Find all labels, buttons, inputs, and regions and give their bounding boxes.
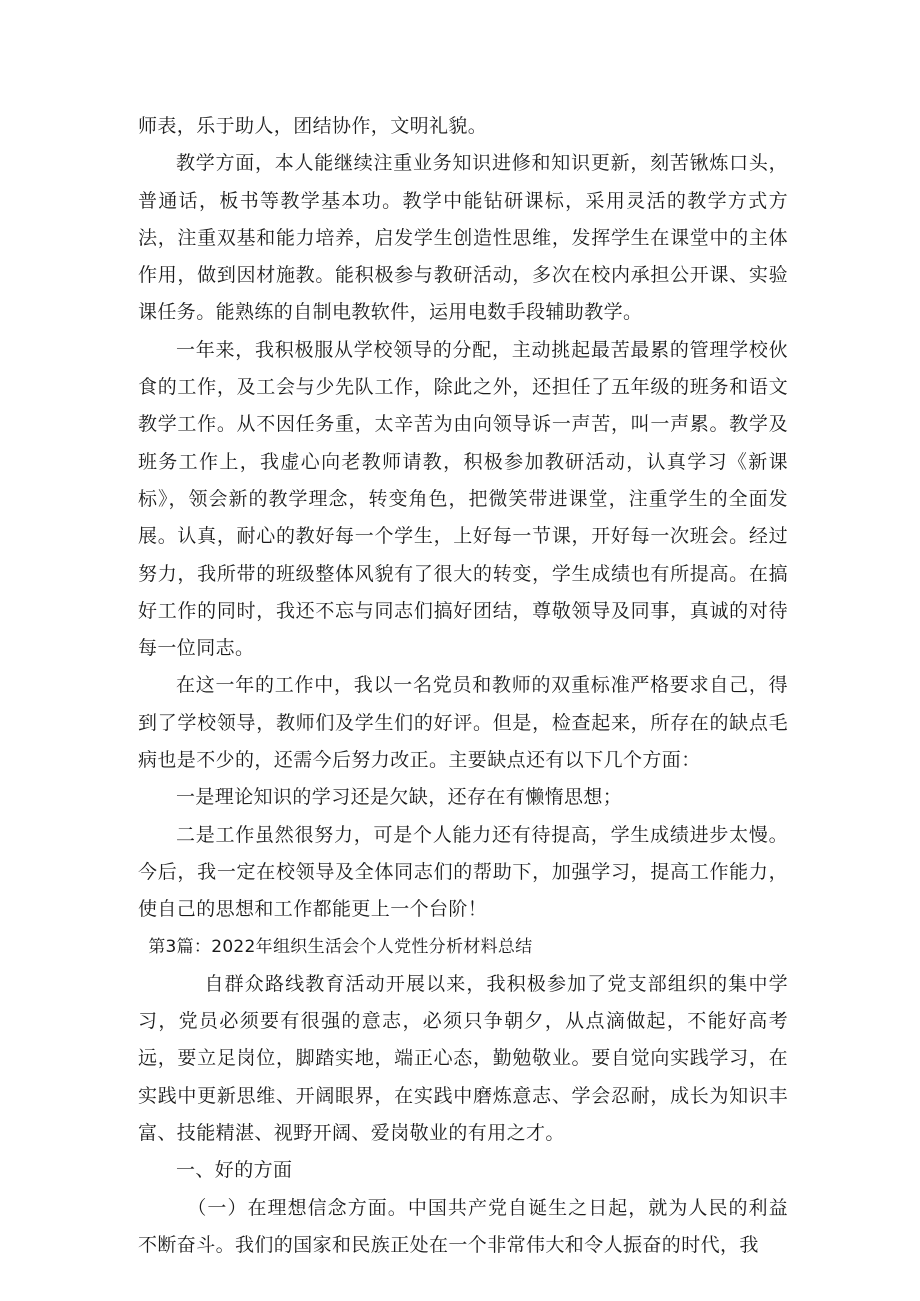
paragraph-intro: 自群众路线教育活动开展以来，我积极参加了党支部组织的集中学习，党员必须要有很强的意志，必须只争朝夕，从点滴做起，不能好高考远，要立足岗位，脚踏实地，端正心态，勤勉敬业。要自觉向实践学习，在实践中更新思维、开阔眼界，在实践中磨炼意志、学会忍耐，成长为知识丰富、技能精湛、视野开阔、爱岗敬业的有用之才。 (138, 972, 788, 1145)
paragraph-shortcoming-one: 一是理论知识的学习还是欠缺，还存在有懒惰思想； (176, 786, 623, 809)
paragraph-self-evaluation: 在这一年的工作中，我以一名党员和教师的双重标准严格要求自己，得到了学校领导，教师们及学生们的好评。但是，检查起来，所存在的缺点毛病也是不少的，还需今后努力改正。主要缺点还有以下几个方面： (138, 674, 788, 772)
paragraph-continuation: 师表，乐于助人，团结协作，文明礼貌。 (138, 115, 488, 137)
subsection-heading: 一、好的方面 (176, 1159, 293, 1182)
paragraph-shortcoming-two: 二是工作虽然很努力，可是个人能力还有待提高，学生成绩进步太慢。今后，我一定在校领导及全体同志们的帮助下，加强学习，提高工作能力，使自己的思想和工作都能更上一个台阶！ (138, 823, 788, 921)
paragraph-ideals: （一）在理想信念方面。中国共产党自诞生之日起，就为人民的利益不断奋斗。我们的国家和民族正处在一个非常伟大和令人振奋的时代，我 (138, 1196, 788, 1256)
document-page (138, 108, 788, 1264)
paragraph-teaching: 教学方面，本人能继续注重业务知识进修和知识更新，刻苦锹炼口头，普通话，板书等教学基本功。教学中能钻研课标，采用灵活的教学方式方法，注重双基和能力培养，启发学生创造性思维，发挥学生在课堂中的主体作用，做到因材施教。能积极参与教研活动，多次在校内承担公开课、实验课任务。能熟练的自制电教软件，运用电数手段辅助教学。 (138, 152, 788, 324)
section-heading: 第3篇：2022年组织生活会个人党性分析材料总结 (148, 936, 533, 957)
paragraph-year-review: 一年来，我积极服从学校领导的分配，主动挑起最苦最累的管理学校伙食的工作，及工会与少先队工作，除此之外，还担任了五年级的班务和语文教学工作。从不因任务重，太辛苦为由向领导诉一声苦，叫一声累。教学及班务工作上，我虚心向老教师请教，积极参加教研活动，认真学习《新课标》，领会新的教学理念，转变角色，把微笑带进课堂，注重学生的全面发展。认真，耐心的教好每一个学生，上好每一节课，开好每一次班会。经过努力，我所带的班级整体风貌有了很大的转变，学生成绩也有所提高。在搞好工作的同时，我还不忘与同志们搞好团结，尊敬领导及同事，真诚的对待每一位同志。 (138, 338, 788, 660)
